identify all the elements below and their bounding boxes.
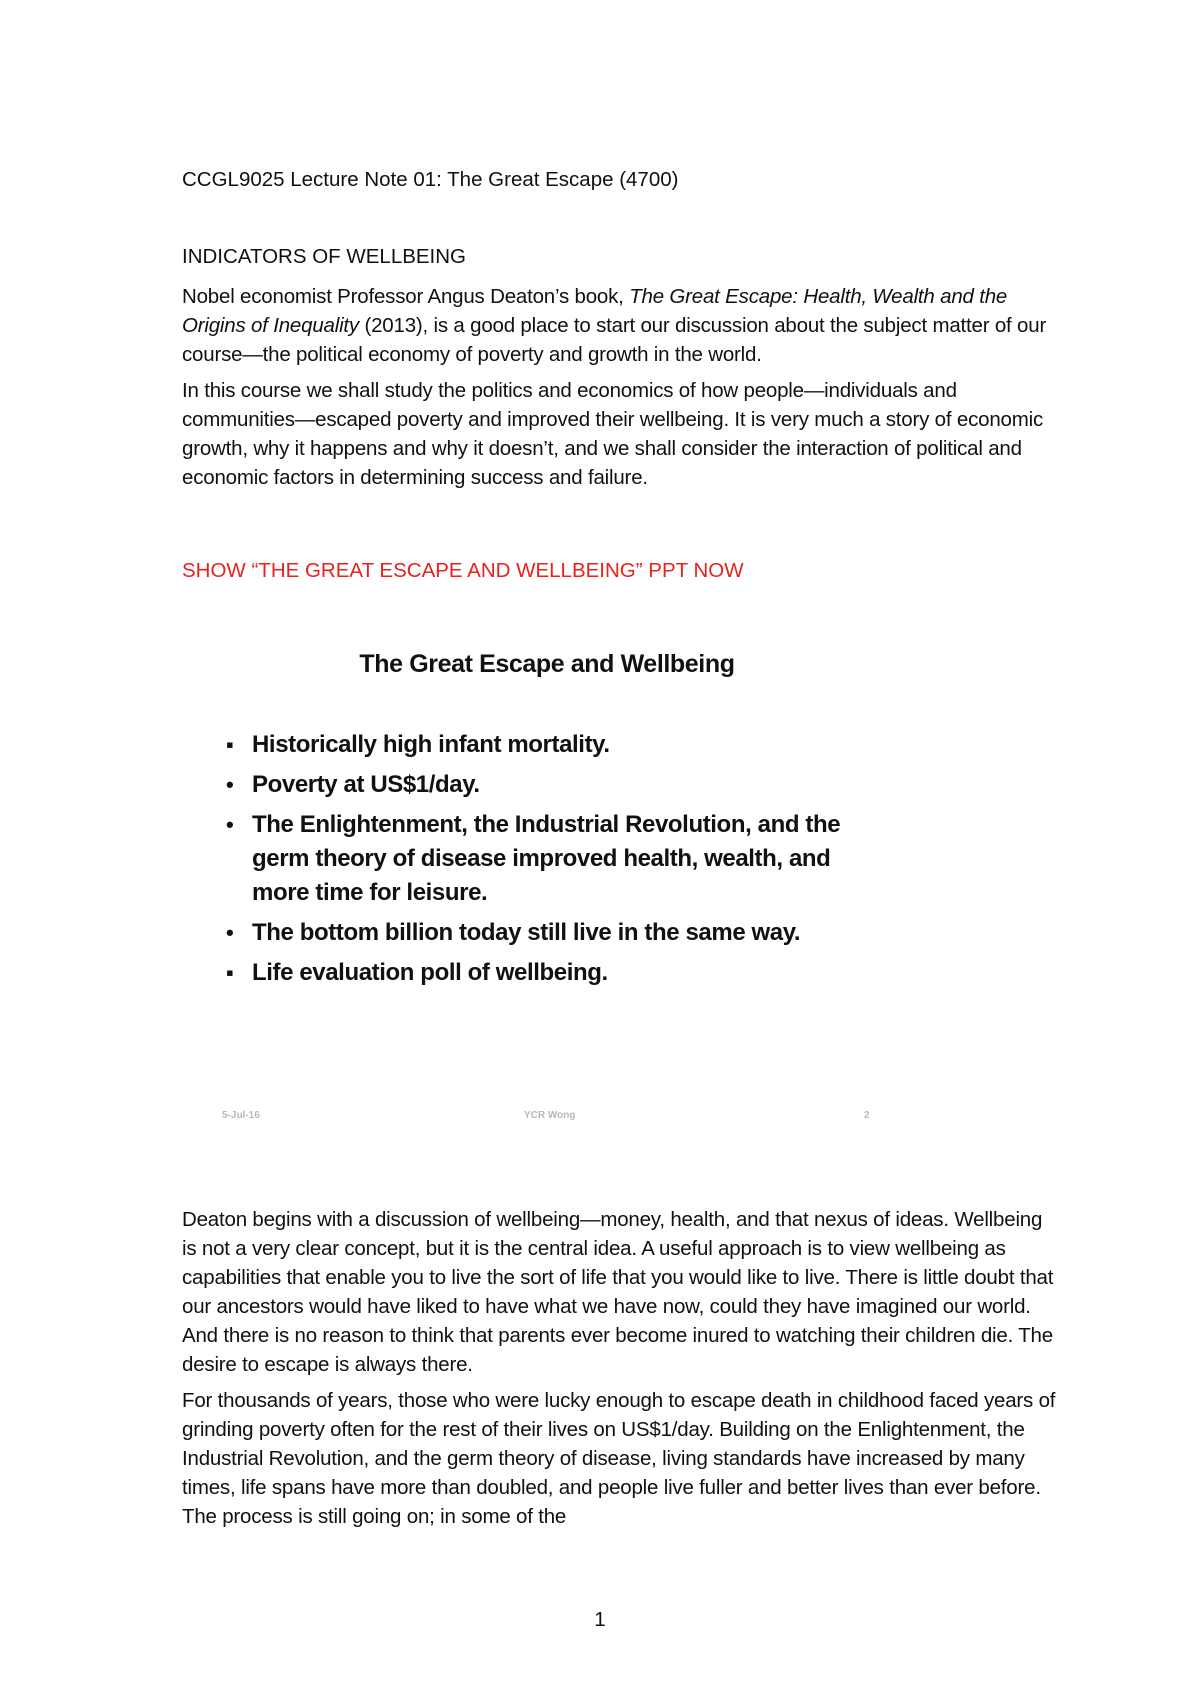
page-number: 1 [594,1608,606,1631]
intro-text-end: (2013), is a good place to start our discussion about the subject matter of our course—the political economy of poverty and growth in the world. [182,314,1047,366]
slide-footer-author: YCR Wong [524,1110,576,1121]
slide-bullet [224,808,884,910]
slide-bullet-text: Life evaluation poll of wellbeing. [252,959,608,986]
document-title: CCGL9025 Lecture Note 01: The Great Escape (4700) [182,168,679,191]
wellbeing-paragraph: Deaton begins with a discussion of wellbeing—money, health, and that nexus of ideas. Wellbeing is not a very clear concept, but it is the central idea. A useful approach is to view wellbeing as capabilities that enable you to live the sort of life that you would like to live. There is little doubt that our ancestors would have liked to have what we have now, could they have imagined our world. And there is no reason to think that parents ever become inured to watching their children die. The desire to escape is always there. [182,1208,1054,1376]
course-paragraph: In this course we shall study the politics and economics of how people—individuals and communities—escaped poverty and improved their wellbeing. It is very much a story of economic growth, why it happens and why it doesn’t, and we shall consider the interaction of political and economic factors in determining success and failure. [182,379,1044,489]
intro-text-start: Nobel economist Professor Angus Deaton’s book, [182,285,630,308]
intro-paragraph [182,282,1062,369]
slide-bullet-text: The bottom billion today still live in the same way. [252,919,801,946]
bullet-icon: ▪ [226,732,234,757]
bullet-icon: • [226,772,234,797]
history-paragraph: For thousands of years, those who were lucky enough to escape death in childhood faced years of grinding poverty often for the rest of their lives on US$1/day. Building on the Enlightenment, the Industrial Revolution, and the germ theory of disease, living standards have increased by many times, life spans have more than doubled, and people live fuller and better lives than ever before. The process is still going on; in some of the [182,1389,1056,1528]
slide-footer-date: 5-Jul-16 [222,1110,260,1121]
slide-bullet-text: Historically high infant mortality. [252,731,610,758]
embedded-slide [182,620,912,1140]
slide-bullet [224,956,884,990]
bullet-icon: • [226,920,234,945]
slide-bullet-list [224,728,884,996]
book-title: The Great Escape: Health, Wealth and the Origins of Inequality [182,285,1008,337]
body-text-block [182,1205,1062,1538]
slide-title: The Great Escape and Wellbeing [359,650,735,678]
slide-bullet [224,728,884,762]
slide-footer-page-number: 2 [864,1110,870,1121]
bullet-icon: ▪ [226,960,234,985]
slide-bullet [224,768,884,802]
intro-text-block [182,282,1062,499]
slide-bullet-text: Poverty at US$1/day. [252,771,480,798]
presentation-instruction: SHOW “THE GREAT ESCAPE AND WELLBEING” PPT NOW [182,559,744,582]
slide-bullet-text: The Enlightenment, the Industrial Revolution, and the germ theory of disease improved health, wealth, and more time for leisure. [252,811,841,906]
slide-bullet [224,916,884,950]
section-heading: INDICATORS OF WELLBEING [182,245,467,268]
bullet-icon: • [226,812,234,837]
